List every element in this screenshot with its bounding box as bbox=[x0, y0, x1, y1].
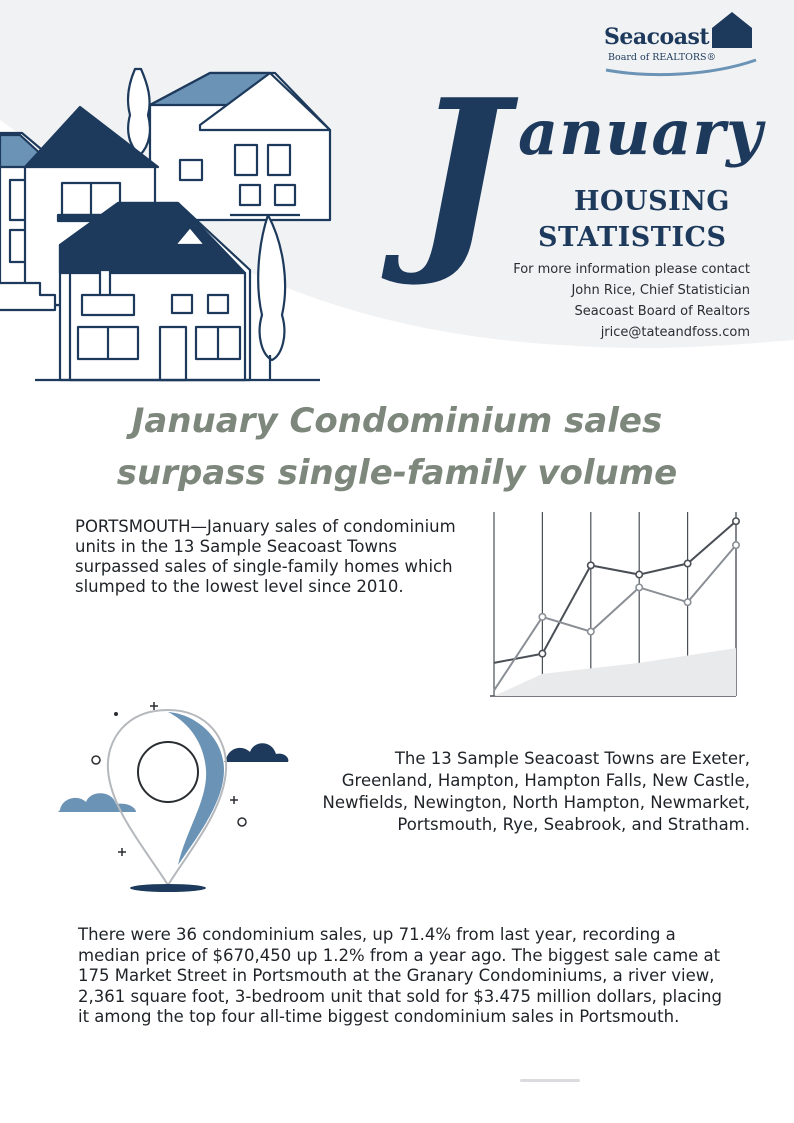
title-month: anuary bbox=[518, 96, 764, 169]
chart-series-line-0 bbox=[494, 521, 736, 663]
chart-point-0-4 bbox=[684, 560, 690, 566]
contact-intro: For more information please contact bbox=[513, 262, 750, 277]
chart-point-0-5 bbox=[733, 518, 739, 524]
line-chart-illustration bbox=[488, 508, 744, 703]
contact-email: jrice@tateandfoss.com bbox=[600, 325, 750, 340]
chart-point-1-2 bbox=[588, 628, 594, 634]
title-statistics: STATISTICS bbox=[538, 222, 727, 253]
headline-line1: January Condominium sales bbox=[131, 401, 663, 441]
chart-point-0-3 bbox=[636, 571, 642, 577]
chart-point-0-1 bbox=[539, 650, 545, 656]
headline bbox=[40, 395, 754, 499]
title-initial: J bbox=[413, 56, 508, 291]
paragraph-towns: The 13 Sample Seacoast Towns are Exeter, Greenland, Hampton, Hampton Falls, New Castle, Newfields, Newington, North Hampton, Newmarket, Portsmouth, Rye, Seabrook, and Stratham. bbox=[322, 749, 750, 834]
contact-block bbox=[430, 259, 750, 343]
contact-name: John Rice, Chief Statistician bbox=[571, 283, 750, 298]
paragraph-intro: PORTSMOUTH—January sales of condominium units in the 13 Sample Seacoast Towns surpassed sales of single-family homes which slumped to the lowest level since 2010. bbox=[75, 517, 456, 596]
logo-name: Seacoast bbox=[604, 24, 710, 50]
chart-point-1-3 bbox=[636, 584, 642, 590]
chart-point-1-4 bbox=[684, 599, 690, 605]
title-housing: HOUSING bbox=[574, 186, 730, 217]
houses-illustration bbox=[0, 55, 360, 385]
headline-line2: surpass single-family volume bbox=[116, 453, 678, 493]
chart-point-1-5 bbox=[733, 542, 739, 548]
chart-point-1-1 bbox=[539, 614, 545, 620]
paragraph-condo-sales: There were 36 condominium sales, up 71.4% from last year, recording a median price of $670,450 up 1.2% from a year ago. The biggest sale came at 175 Market Street in Portsmouth at the Granary Condominiums, a river view, 2,361 square foot, 3-bedroom unit that sold for $3.475 million dollars, placing it among the top four all-time biggest condominium sales in Portsmouth. bbox=[78, 925, 722, 1026]
logo-subtitle: Board of REALTORS® bbox=[608, 52, 717, 63]
contact-org: Seacoast Board of Realtors bbox=[574, 304, 750, 319]
chart-point-0-2 bbox=[588, 562, 594, 568]
divider-mark bbox=[520, 1079, 580, 1082]
map-pin-illustration bbox=[56, 700, 296, 900]
seacoast-logo bbox=[600, 6, 760, 84]
